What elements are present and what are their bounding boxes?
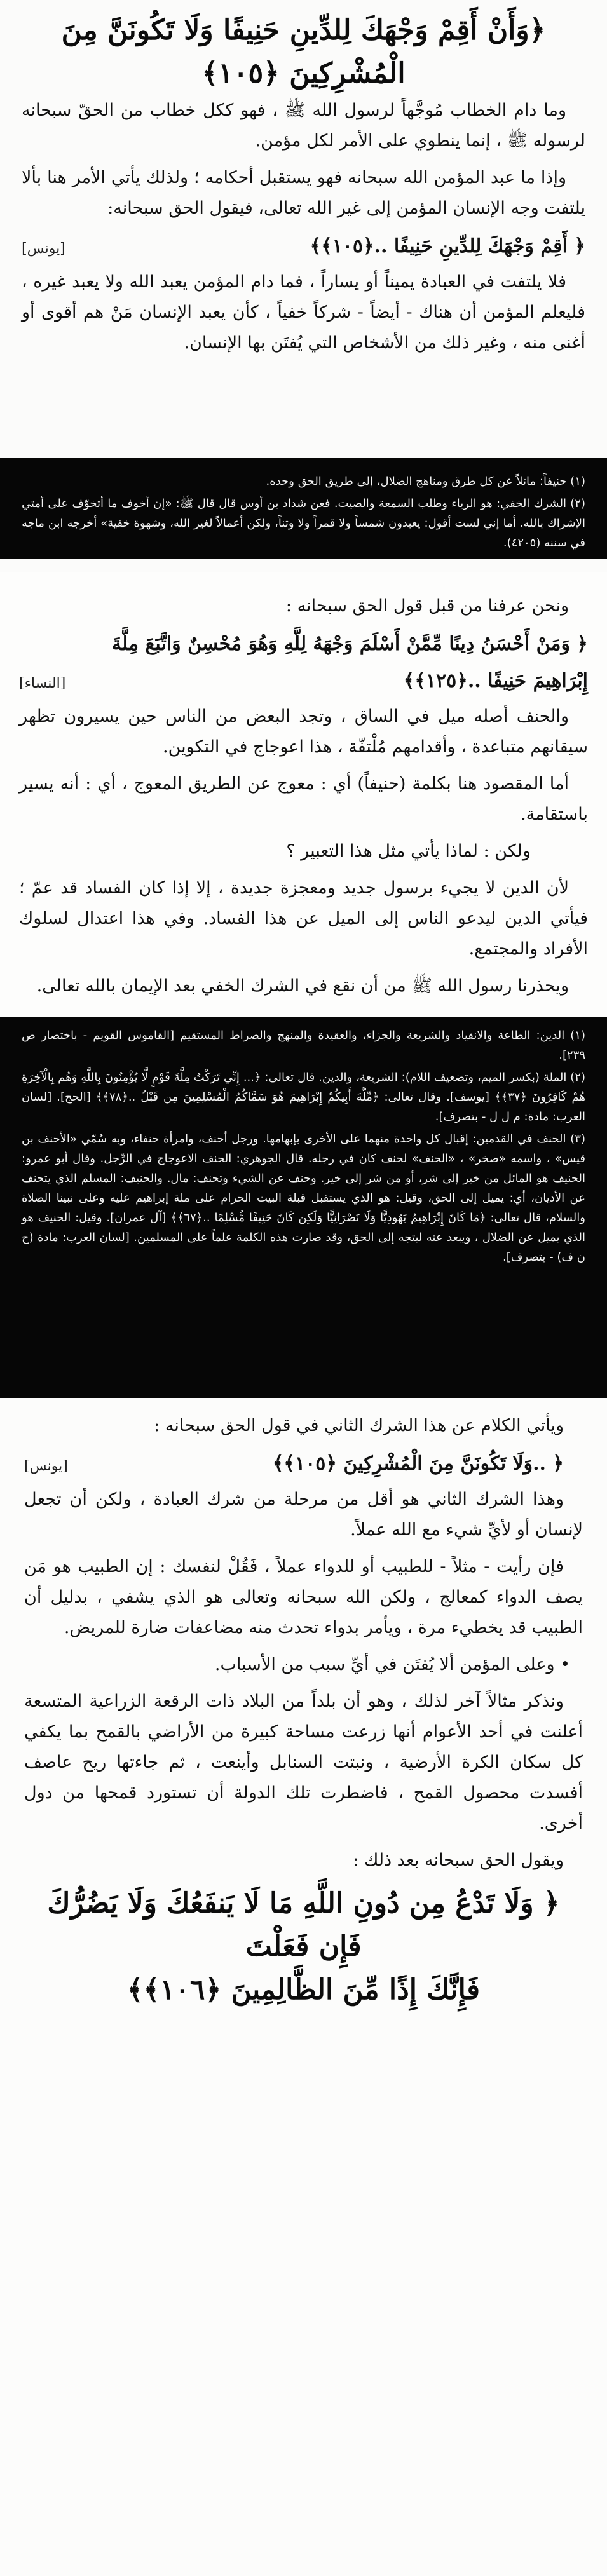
page2-paragraph-1: والحنف أصله ميل في الساق ، وتجد البعض من الناس حين يسيرون تظهر سيقانهم متباعدة ، وأقدامهم مُلْتفّة ، هذا اعوجاج في التكوين. (19, 707, 588, 757)
page2-intro: ونحن عرفنا من قبل قول الحق سبحانه : (285, 596, 569, 616)
page3-paragraph-5: ويقول الحق سبحانه بعد ذلك : (353, 1850, 564, 1870)
page2-paragraph-4: لأن الدين لا يجيء برسول جديد ومعجزة جديدة ، إلا إذا كان الفساد قد عمّ ؛ فيأتي الدين ليدعو الناس إلى الميل عن هذا الفساد. وفي هذا اعتدال لسلوك الأفراد والمجتمع. (19, 878, 588, 959)
page1-paragraph-3: فلا يلتفت في العبادة يميناً أو يساراً ، فما دام المؤمن يعبد الله ولا يعبد غيره ، فليعلم المؤمن أن هناك - أيضاً - شركاً خفياً ، كأن يعبد الإنسان مَنْ هم أقوى أو أغنى منه ، وغير ذلك من الأشخاص التي يُفتَن بها الإنسان. (22, 272, 585, 353)
page3-verse-reference: [يونس] (24, 1458, 68, 1474)
page3-paragraph-2: فإن رأيت - مثلاً - للطبيب أو للدواء عملاً ، فَقُلْ لنفسك : إن الطبيب هو مَن يصف الدواء كمعالج ، ولكن الله سبحانه وتعالى هو الذي يشفي ، بدليل أن الطبيب قد يخطيء مرة ، ويأمر بدواء تحدث منه مضاعفات ضارة للمريض. (24, 1557, 583, 1637)
page3-verse2-line-1: ﴿ وَلَا تَدْعُ مِن دُونِ اللَّهِ مَا لَا يَنفَعُكَ وَلَا يَضُرُّكَ فَإِن فَعَلْتَ (47, 1887, 560, 1963)
inline-verse-row (22, 230, 585, 263)
top-verse-line-1: ﴿وَأَنْ أَقِمْ وَجْهَكَ لِلدِّينِ حَنِيفًا وَلَا تَكُونَنَّ مِنَ (61, 14, 546, 46)
page3-paragraph-1: وهذا الشرك الثاني هو أقل من مرحلة من شرك العبادة ، ولكن أن تجعل لإنسان أو لأيِّ شيء مع الله عملاً. (24, 1489, 583, 1540)
footnote-2-3: (٣) الحنف في القدمين: إقبال كل واحدة منهما على الأخرى بإبهامها. ورجل أحنف، وامرأة حنفاء، وبه سُمّي «الأحنف بن قيس» ، واسمه «صخر» ، «الحنف» لحنف كان في رجله. قال الجوهري: الحنف الاعوجاج في الرِّجل. وقال أبو عمرو: الحنيف هو المائل من خير إلى شر، أو من شر إلى خير. وحنف عن الشيء وتحنف: مال. والحنيف: المسلم الذي يتحنف عن الأديان، أي: يميل إلى الحق، وقيل: هو الذي يستقبل قبلة البيت الحرام على ملة إبراهيم عليه وعلى نبينا الصلاة والسلام، قال تعالى: ﴿مَا كَانَ إِبْرَاهِيمُ يَهُودِيًّا وَلَا نَصْرَانِيًّا وَلَكِن كَانَ حَنِيفًا مُّسْلِمًا ..﴿٦٧﴾﴾ [آل عمران]. وقيل: الحنيف هو الذي يميل عن الضلال ، ويبعد عنه ليتجه إلى الحق، وقد صارت هذه الكلمة علماً على المسلمين. [لسان العرب: مادة (ح ن ف) - بتصرف]. (22, 1132, 585, 1264)
page1-paragraph-1: وما دام الخطاب مُوجَّهاً لرسول الله ﷺ ، فهو ككل خطاب من الحقّ سبحانه لرسوله ﷺ ، إنما ينطوي على الأمر لكل مؤمن. (22, 100, 585, 151)
footnote-2-1: (١) الدين: الطاعة والانقياد والشريعة والجزاء، والعقيدة والمنهج والصراط المستقيم [القاموس القويم - باختصار ص ٢٣٩]. (22, 1029, 585, 1062)
page3-paragraph-3: • وعلى المؤمن ألا يُفتَن في أيِّ سبب من الأسباب. (214, 1655, 570, 1674)
page3-intro: ويأتي الكلام عن هذا الشرك الثاني في قول الحق سبحانه : (154, 1416, 564, 1435)
footnote-1: (١) حنيفاً: مائلاً عن كل طرق ومناهج الضلال، إلى طريق الحق وحده. (266, 475, 585, 488)
page2-paragraph-2: أما المقصود هنا بكلمة (حنيفاً) أي : معوج عن الطريق المعوج ، أي : أنه يسير باستقامة. (19, 774, 588, 824)
inline-verse: ﴿ أَقِمْ وَجْهَكَ لِلدِّينِ حَنِيفًا ..﴿١٠٥﴾﴾ (310, 235, 585, 257)
footnote-2-2: (٢) الملة (بكسر الميم، وتضعيف اللام): الشريعة، والدين. قال تعالى: ﴿... إِنِّي تَرَكْتُ مِلَّةَ قَوْمٍ لَّا يُؤْمِنُونَ بِاللَّهِ وَهُم بِالْآخِرَةِ هُمْ كَافِرُونَ ﴿٣٧﴾﴾ [يوسف]. وقال تعالى: ﴿مِّلَّةَ أَبِيكُمْ إِبْرَاهِيمَ هُوَ سَمَّاكُمُ الْمُسْلِمِينَ مِن قَبْلُ ..﴿٧٨﴾﴾ [الحج]. [لسان العرب: مادة: م ل ل - بتصرف]. (22, 1071, 585, 1123)
top-verse-line-2: الْمُشْرِكِينَ ﴿١٠٥﴾ (201, 57, 406, 90)
page2-paragraph-3: ولكن : لماذا يأتي مثل هذا التعبير ؟ (286, 841, 531, 861)
page2-paragraph-5: ويحذرنا رسول الله ﷺ من أن نقع في الشرك الخفي بعد الإيمان بالله تعالى. (36, 976, 569, 996)
page-3 (0, 1398, 607, 2576)
footnote-2: (٢) الشرك الخفي: هو الرياء وطلب السمعة والصيت. فعن شداد بن أوس قال قال ﷺ: «إن أخوف ما أتخوّف على أمتي الإشراك بالله. أما إني لست أقول: يعبدون شمساً ولا قمراً ولا وثناً، ولكن أعمالاً لغير الله، وشهوة خفية» أخرجه ابن ماجه في سننه (٤٢٠٥). (22, 497, 585, 550)
page3-verse: ﴿ ..وَلَا تَكُونَنَّ مِنَ الْمُشْرِكِينَ ﴿١٠٥﴾﴾ (272, 1453, 564, 1475)
footnotes-block-2 (0, 1017, 607, 1398)
page1-paragraph-2: وإذا ما عبد المؤمن الله سبحانه فهو يستقبل أحكامه ؛ ولذلك يأتي الأمر هنا بألا يلتفت وجه الإنسان المؤمن إلى غير الله تعالى، فيقول الحق سبحانه: (22, 168, 585, 218)
footnotes-block-1 (0, 458, 607, 559)
page2-verse-line-2: إِبْرَاهِيمَ حَنِيفًا ..﴿١٢٥﴾﴾ (403, 670, 588, 692)
page3-verse2-line-2: فَإِنَّكَ إِذًا مِّنَ الظَّالِمِينَ ﴿١٠٦﴾﴾ (126, 1974, 481, 2006)
page2-verse-reference: [النساء] (19, 675, 66, 691)
page2-verse-row (19, 665, 588, 698)
page3-paragraph-4: ونذكر مثالاً آخر لذلك ، وهو أن بلداً من البلاد ذات الرقعة الزراعية المتسعة أعلنت في أحد الأعوام أنها زرعت مساحة كبيرة من الأراضي بالقمح بما يكفي كل سكان الكرة الأرضية ، ونبتت السنابل وأينعت ، ثم جاءتها ريح عاصف أفسدت محصول القمح ، فاضطرت تلك الدولة أن تستورد قمحها من دول أخرى. (24, 1691, 583, 1833)
page3-verse-row (24, 1447, 583, 1481)
page2-verse-line-1: ﴿ وَمَنْ أَحْسَنُ دِينًا مِّمَّنْ أَسْلَمَ وَجْهَهُ لِلَّهِ وَهُوَ مُحْسِنٌ وَاتَّبَعَ مِلَّةَ (111, 633, 588, 655)
verse-reference: [يونس] (22, 241, 65, 257)
